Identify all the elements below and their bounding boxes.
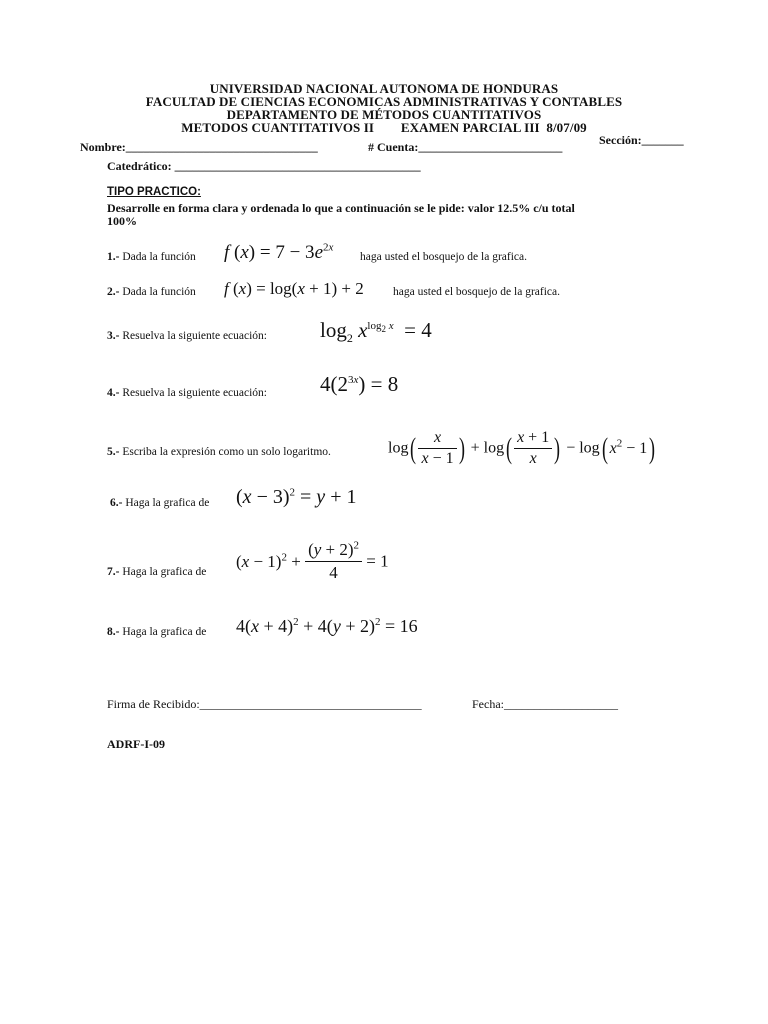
equation-2: f (x) = log(x + 1) + 2 (224, 279, 364, 298)
question-6 (110, 497, 209, 509)
question-5 (107, 446, 331, 458)
question-8 (107, 626, 206, 638)
seccion-field[interactable]: Sección:_______ (599, 133, 684, 147)
question-text: Haga la grafica de (122, 626, 207, 638)
equation-4: $4(2^{3x}) = 8$ (320, 372, 399, 396)
equation-1: f $(x) = 7 - 3e^{2x}$ (224, 241, 334, 263)
question-4 (107, 387, 267, 399)
question-text: Haga la grafica de (122, 566, 207, 578)
tipo-practico-title: TIPO PRACTICO: (107, 186, 201, 198)
instructions-line2: 100% (107, 214, 137, 228)
equation-3: $\log_2 x^{log_2 x} = 4$ (320, 318, 432, 346)
question-number: 3.- (107, 330, 120, 342)
question-text: Resuelva la siguiente ecuación: (122, 387, 267, 399)
firma-field[interactable]: Firma de Recibido:_____________________________________ (107, 697, 422, 711)
document-code: ADRF-I-09 (107, 737, 165, 751)
question-text: Dada la función (122, 286, 196, 298)
question-number: 6.- (110, 497, 123, 509)
question-text: Haga la grafica de (125, 497, 210, 509)
equation-8: $4(x + 4)^2 + 4(y + 2)^2 = 16$ (236, 616, 418, 636)
question-number: 1.- (107, 251, 120, 263)
equation-5: log( $\frac{x}{x - 1}$ ) + log( $\frac{x + 1}{x}$ ) − log( $x^2 - 1$) (388, 429, 656, 467)
question-text: Resuelva la siguiente ecuación: (122, 330, 267, 342)
instructions-line1: Desarrolle en forma clara y ordenada lo que a continuación se le pide: valor 12.5% c/u total (107, 201, 575, 215)
equation-6: $(x - 3)^2 = y + 1$ (236, 486, 357, 508)
question-number: 4.- (107, 387, 120, 399)
question-number: 2.- (107, 286, 120, 298)
university-name: UNIVERSIDAD NACIONAL AUTONOMA DE HONDURAS (209, 81, 559, 96)
department-name: DEPARTAMENTO DE MÉTODOS CUANTITATIVOS (226, 107, 542, 122)
question-text: Escriba la expresión como un solo logaritmo. (122, 446, 331, 458)
question-text: Dada la función (122, 251, 196, 263)
faculty-name: FACULTAD DE CIENCIAS ECONOMICAS ADMINISTRATIVAS Y CONTABLES (145, 94, 623, 109)
question-2 (107, 286, 196, 298)
nombre-field[interactable]: Nombre:________________________________ (80, 140, 318, 154)
cuenta-field[interactable]: # Cuenta:________________________ (368, 140, 563, 154)
question-1 (107, 251, 196, 263)
question-7 (107, 566, 206, 578)
equation-7: $(x - 1)^2$ + $\frac{(y + 2)^2}{4}$ = 1 (236, 539, 389, 582)
question-number: 7.- (107, 566, 120, 578)
question-number: 5.- (107, 446, 120, 458)
question-3 (107, 330, 267, 342)
catedratico-field[interactable]: Catedrático: _________________________________________ (107, 159, 421, 173)
question-2-after: haga usted el bosquejo de la grafica. (393, 286, 561, 298)
question-number: 8.- (107, 626, 120, 638)
exam-title: METODOS CUANTITATIVOS II EXAMEN PARCIAL III 8/07/09 (181, 120, 587, 135)
fecha-field[interactable]: Fecha:___________________ (472, 697, 618, 711)
question-1-after: haga usted el bosquejo de la grafica. (360, 251, 528, 263)
